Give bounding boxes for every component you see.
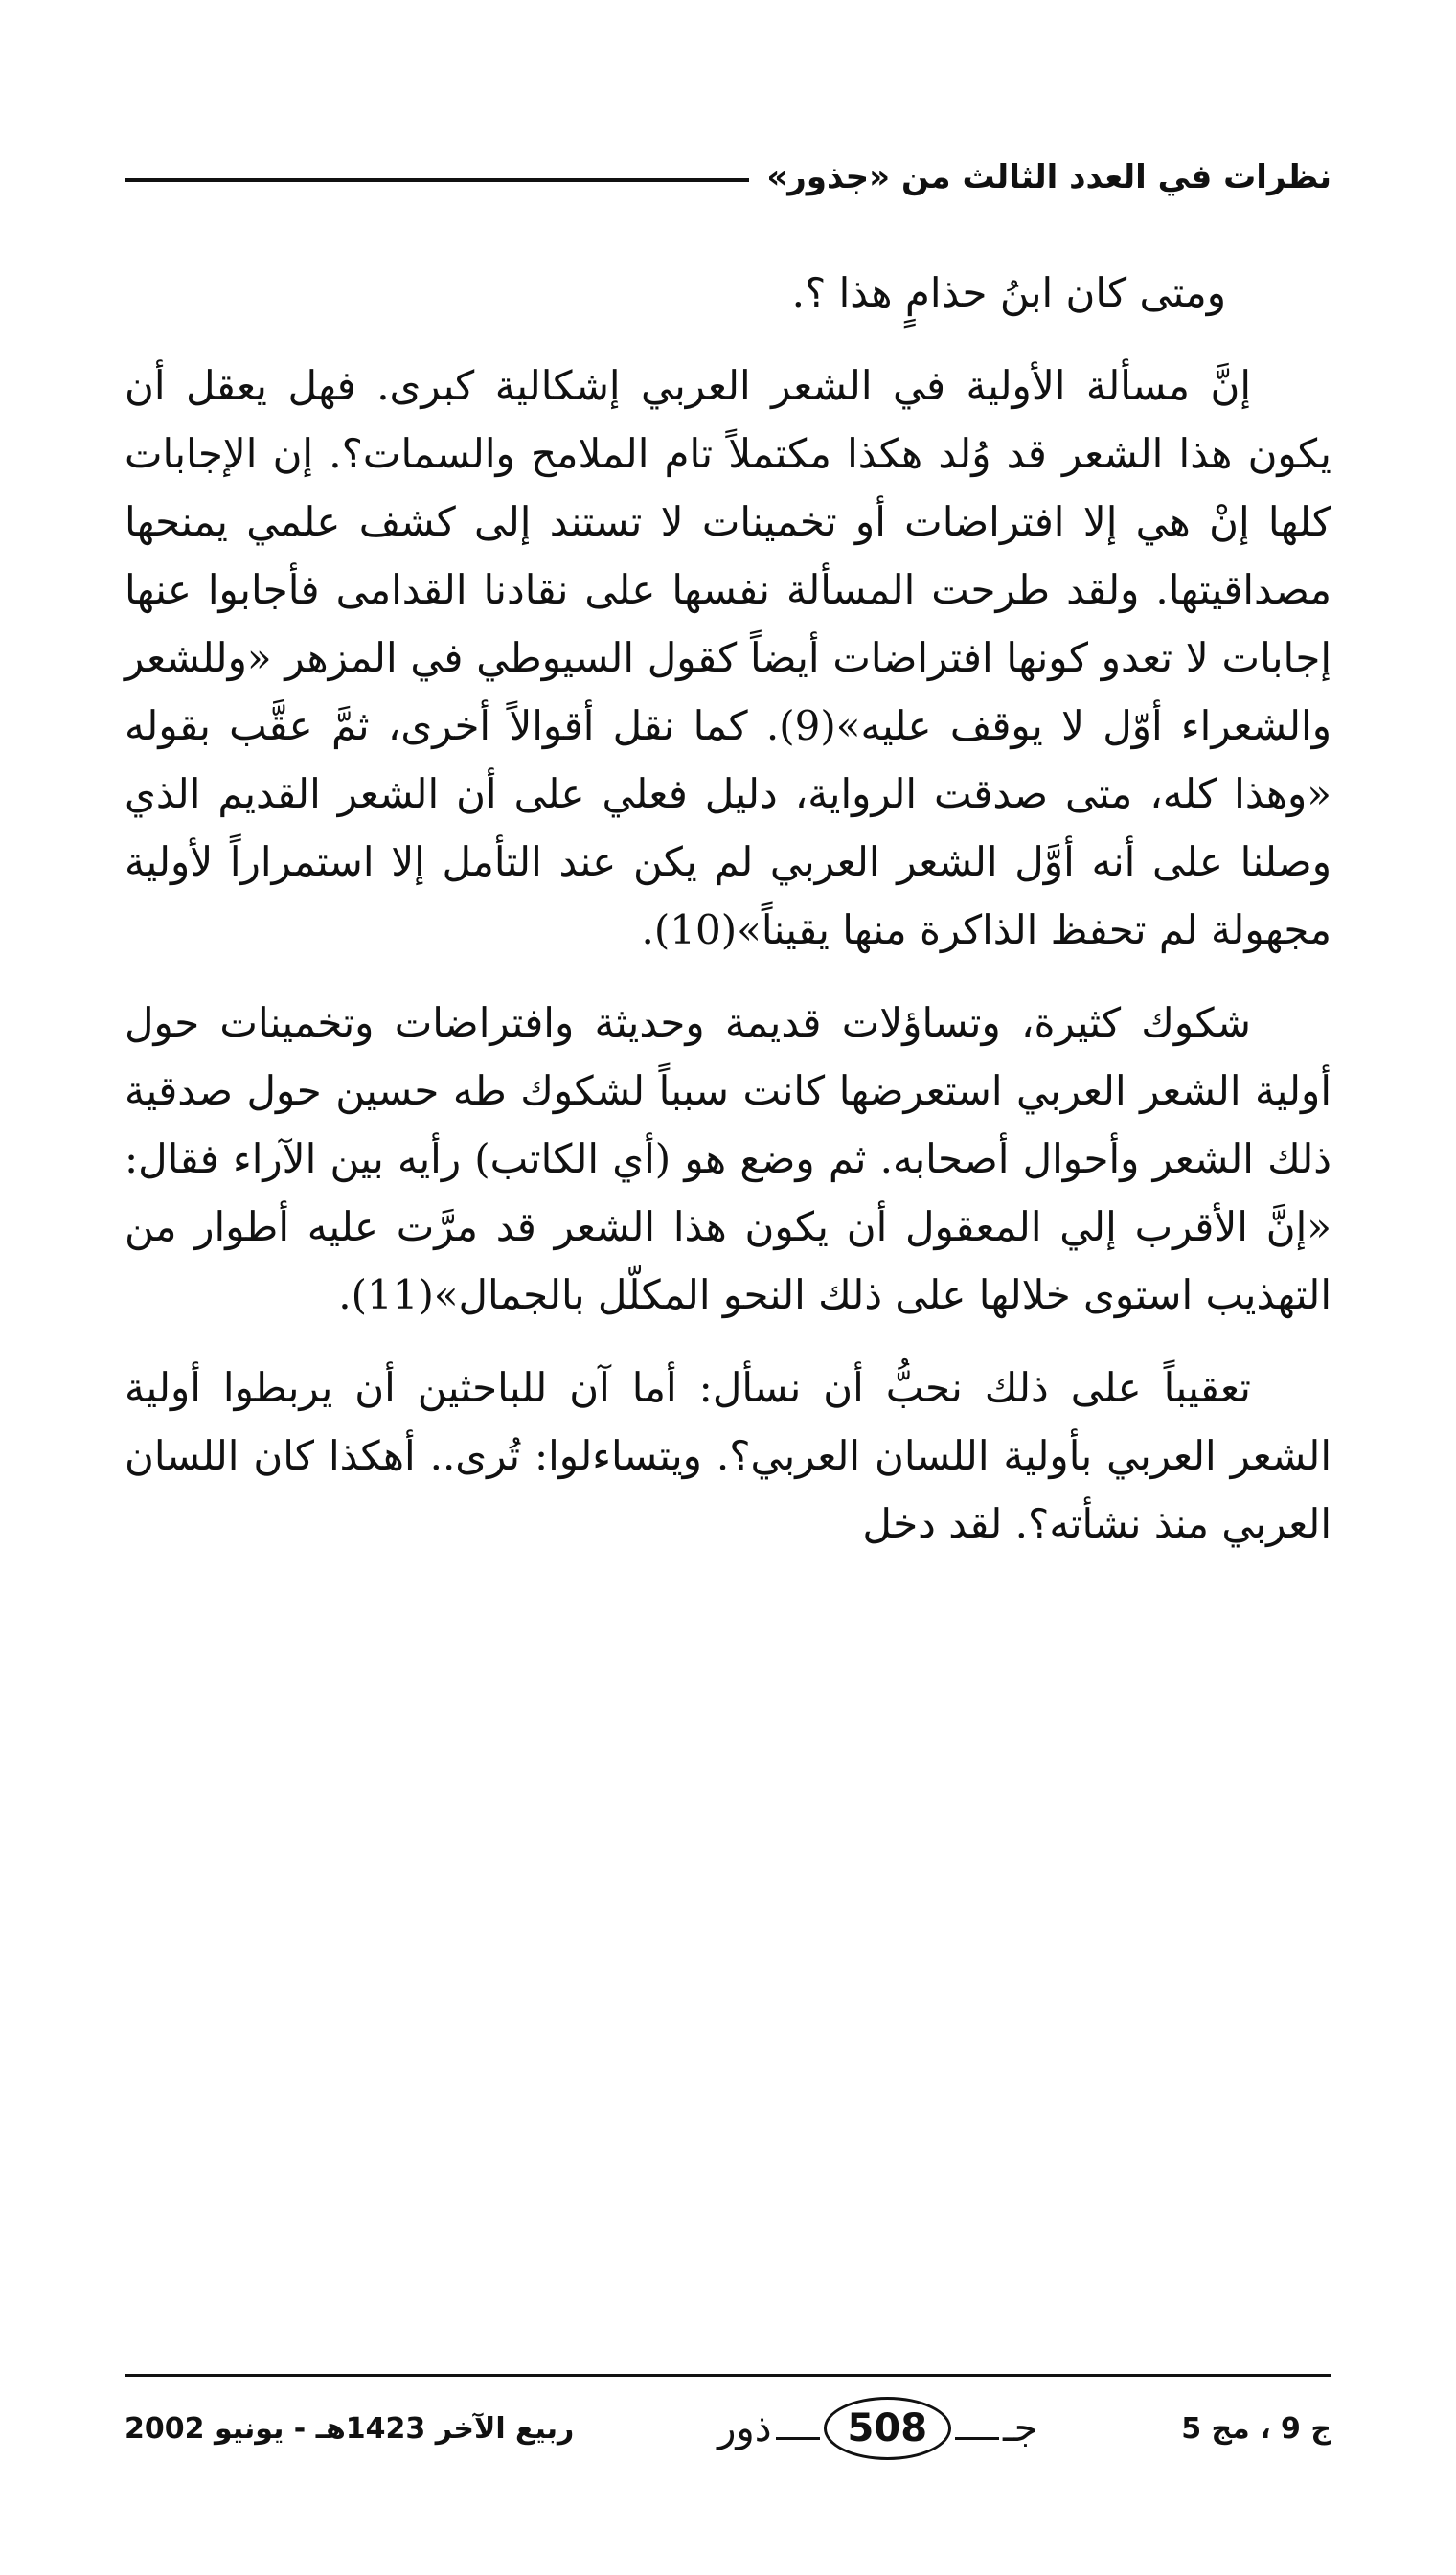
footer-journal-logo	[717, 2397, 1037, 2460]
paragraph-3: شكوك كثيرة، وتساؤلات قديمة وحديثة وافتراضات وتخمينات حول أولية الشعر العربي استعرضها كانت سبباً لشكوك طه حسين حول صدقية ذلك الشعر وأحوال أصحابه. ثم وضع هو (أي الكاتب) رأيه بين الآراء فقال: «إنَّ الأقرب إلي المعقول أن يكون هذا الشعر قد مرَّت عليه أطوار من التهذيب استوى خلالها على ذلك النحو المكلّل بالجمال»(11).	[125, 999, 1331, 1318]
footer-rule	[125, 2374, 1331, 2377]
footer-date: ربيع الآخر 1423هـ - يونيو 2002	[125, 2411, 575, 2446]
journal-logo-right: ذور	[717, 2406, 772, 2450]
header-rule	[125, 178, 749, 182]
running-header	[125, 144, 1331, 211]
body-text	[125, 259, 1331, 1583]
header-title: نظرات في العدد الثالث من «جذور»	[766, 158, 1331, 196]
page-footer	[125, 2385, 1331, 2472]
paragraph-4: تعقيباً على ذلك نحبُّ أن نسأل: أما آن للباحثين أن يربطوا أولية الشعر العربي بأولية اللسان العربي؟. ويتساءلوا: تُرى.. أهكذا كان اللسان العربي منذ نشأته؟. لقد دخل	[125, 1364, 1331, 1547]
journal-logo-left: جـ	[1003, 2406, 1038, 2450]
journal-logo-tail	[955, 2437, 999, 2440]
page-number: 508	[824, 2397, 952, 2460]
paragraph-2: إنَّ مسألة الأولية في الشعر العربي إشكالية كبرى. فهل يعقل أن يكون هذا الشعر قد وُلد هكذا مكتملاً تام الملامح والسمات؟. إن الإجابات كلها إنْ هي إلا افتراضات أو تخمينات لا تستند إلى كشف علمي يمنحها مصداقيتها. ولقد طرحت المسألة نفسها على نقادنا القدامى فأجابوا عنها إجابات لا تعدو كونها افتراضات أيضاً كقول السيوطي في المزهر «وللشعر والشعراء أوّل لا يوقف عليه»(9). كما نقل أقوالاً أخرى، ثمَّ عقَّب بقوله «وهذا كله، متى صدقت الرواية، دليل فعلي على أن الشعر القديم الذي وصلنا على أنه أوَّل الشعر العربي لم يكن عند التأمل إلا استمراراً لأولية مجهولة لم تحفظ الذاكرة منها يقيناً»(10).	[125, 362, 1331, 953]
footer-issue: ج 9 ، مج 5	[1181, 2411, 1331, 2446]
journal-logo-tail-2	[776, 2437, 820, 2440]
paragraph-1: ومتى كان ابنُ حذامٍ هذا ؟.	[791, 269, 1226, 316]
